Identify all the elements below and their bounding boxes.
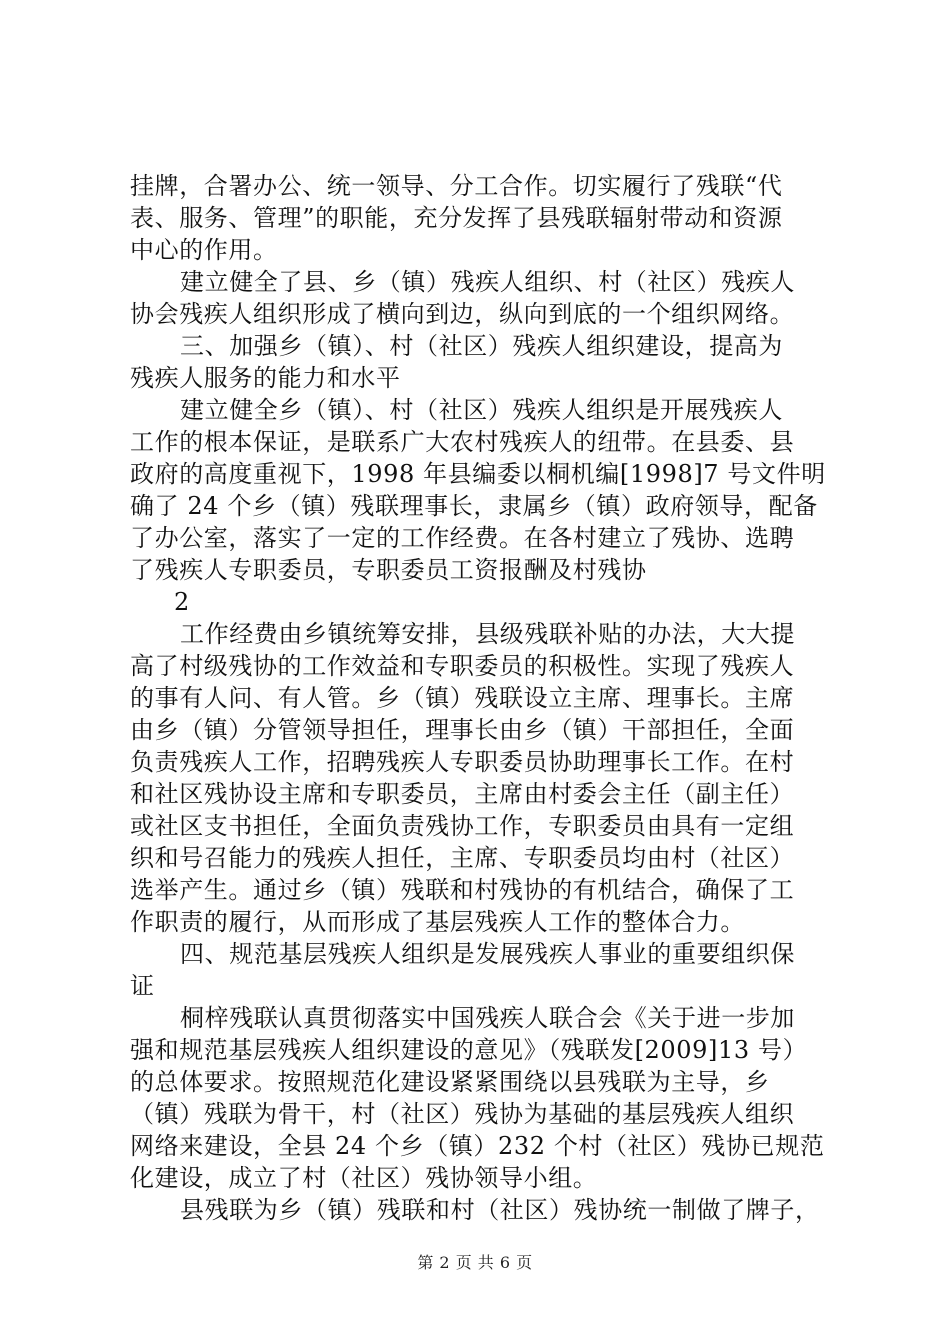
body-line: 中心的作用。 bbox=[130, 236, 278, 264]
paragraph-start-line: 县残联为乡（镇）残联和村（社区）残协统一制做了牌子， bbox=[180, 1196, 820, 1224]
paragraph-start-line: 工作经费由乡镇统筹安排，县级残联补贴的办法，大大提 bbox=[180, 620, 795, 648]
body-line: 了残疾人专职委员，专职委员工资报酬及村残协 bbox=[130, 556, 647, 584]
paragraph-start-line: 建立健全了县、乡（镇）残疾人组织、村（社区）残疾人 bbox=[180, 268, 795, 296]
body-line: 化建设，成立了村（社区）残协领导小组。 bbox=[130, 1164, 598, 1192]
body-line: 作职责的履行，从而形成了基层残疾人工作的整体合力。 bbox=[130, 908, 745, 936]
section-heading-line: 证 bbox=[130, 972, 155, 1000]
section-heading-line: 四、规范基层残疾人组织是发展残疾人事业的重要组织保 bbox=[180, 940, 795, 968]
body-line: 强和规范基层残疾人组织建设的意见》（残联发[2009]13 号） bbox=[130, 1036, 808, 1064]
body-line: 挂牌，合署办公、统一领导、分工合作。切实履行了残联“代 bbox=[130, 172, 783, 200]
body-line: 协会残疾人组织形成了横向到边，纵向到底的一个组织网络。 bbox=[130, 300, 795, 328]
body-line: 和社区残协设主席和专职委员，主席由村委会主任（副主任） bbox=[130, 780, 795, 808]
section-heading-line: 残疾人服务的能力和水平 bbox=[130, 364, 401, 392]
body-line: 表、服务、管理”的职能，充分发挥了县残联辐射带动和资源 bbox=[130, 204, 783, 232]
paragraph-start-line: 桐梓残联认真贯彻落实中国残疾人联合会《关于进一步加 bbox=[180, 1004, 795, 1032]
body-line: 织和号召能力的残疾人担任，主席、专职委员均由村（社区） bbox=[130, 844, 795, 872]
inline-page-number: 2 bbox=[174, 588, 190, 616]
body-line: 确了 24 个乡（镇）残联理事长，隶属乡（镇）政府领导，配备 bbox=[130, 492, 818, 520]
page-footer: 第 2 页 共 6 页 bbox=[417, 1253, 533, 1272]
body-line: 的总体要求。按照规范化建设紧紧围绕以县残联为主导，乡 bbox=[130, 1068, 770, 1096]
body-line: 或社区支书担任，全面负责残协工作，专职委员由具有一定组 bbox=[130, 812, 795, 840]
body-line: 政府的高度重视下，1998 年县编委以桐机编[1998]7 号文件明 bbox=[130, 460, 826, 488]
body-line: 高了村级残协的工作效益和专职委员的积极性。实现了残疾人 bbox=[130, 652, 795, 680]
body-line: 工作的根本保证，是联系广大农村残疾人的纽带。在县委、县 bbox=[130, 428, 795, 456]
body-line: 的事有人问、有人管。乡（镇）残联设立主席、理事长。主席 bbox=[130, 684, 795, 712]
body-line: 由乡（镇）分管领导担任，理事长由乡（镇）干部担任，全面 bbox=[130, 716, 795, 744]
body-line: 了办公室，落实了一定的工作经费。在各村建立了残协、选聘 bbox=[130, 524, 795, 552]
body-line: 选举产生。通过乡（镇）残联和村残协的有机结合，确保了工 bbox=[130, 876, 795, 904]
body-line: 网络来建设，全县 24 个乡（镇）232 个村（社区）残协已规范 bbox=[130, 1132, 825, 1160]
section-heading-line: 三、加强乡（镇）、村（社区）残疾人组织建设，提高为 bbox=[180, 332, 783, 360]
document-body bbox=[130, 170, 830, 1226]
body-line: 负责残疾人工作，招聘残疾人专职委员协助理事长工作。在村 bbox=[130, 748, 795, 776]
paragraph-start-line: 建立健全乡（镇）、村（社区）残疾人组织是开展残疾人 bbox=[180, 396, 783, 424]
body-line: （镇）残联为骨干，村（社区）残协为基础的基层残疾人组织 bbox=[130, 1100, 795, 1128]
